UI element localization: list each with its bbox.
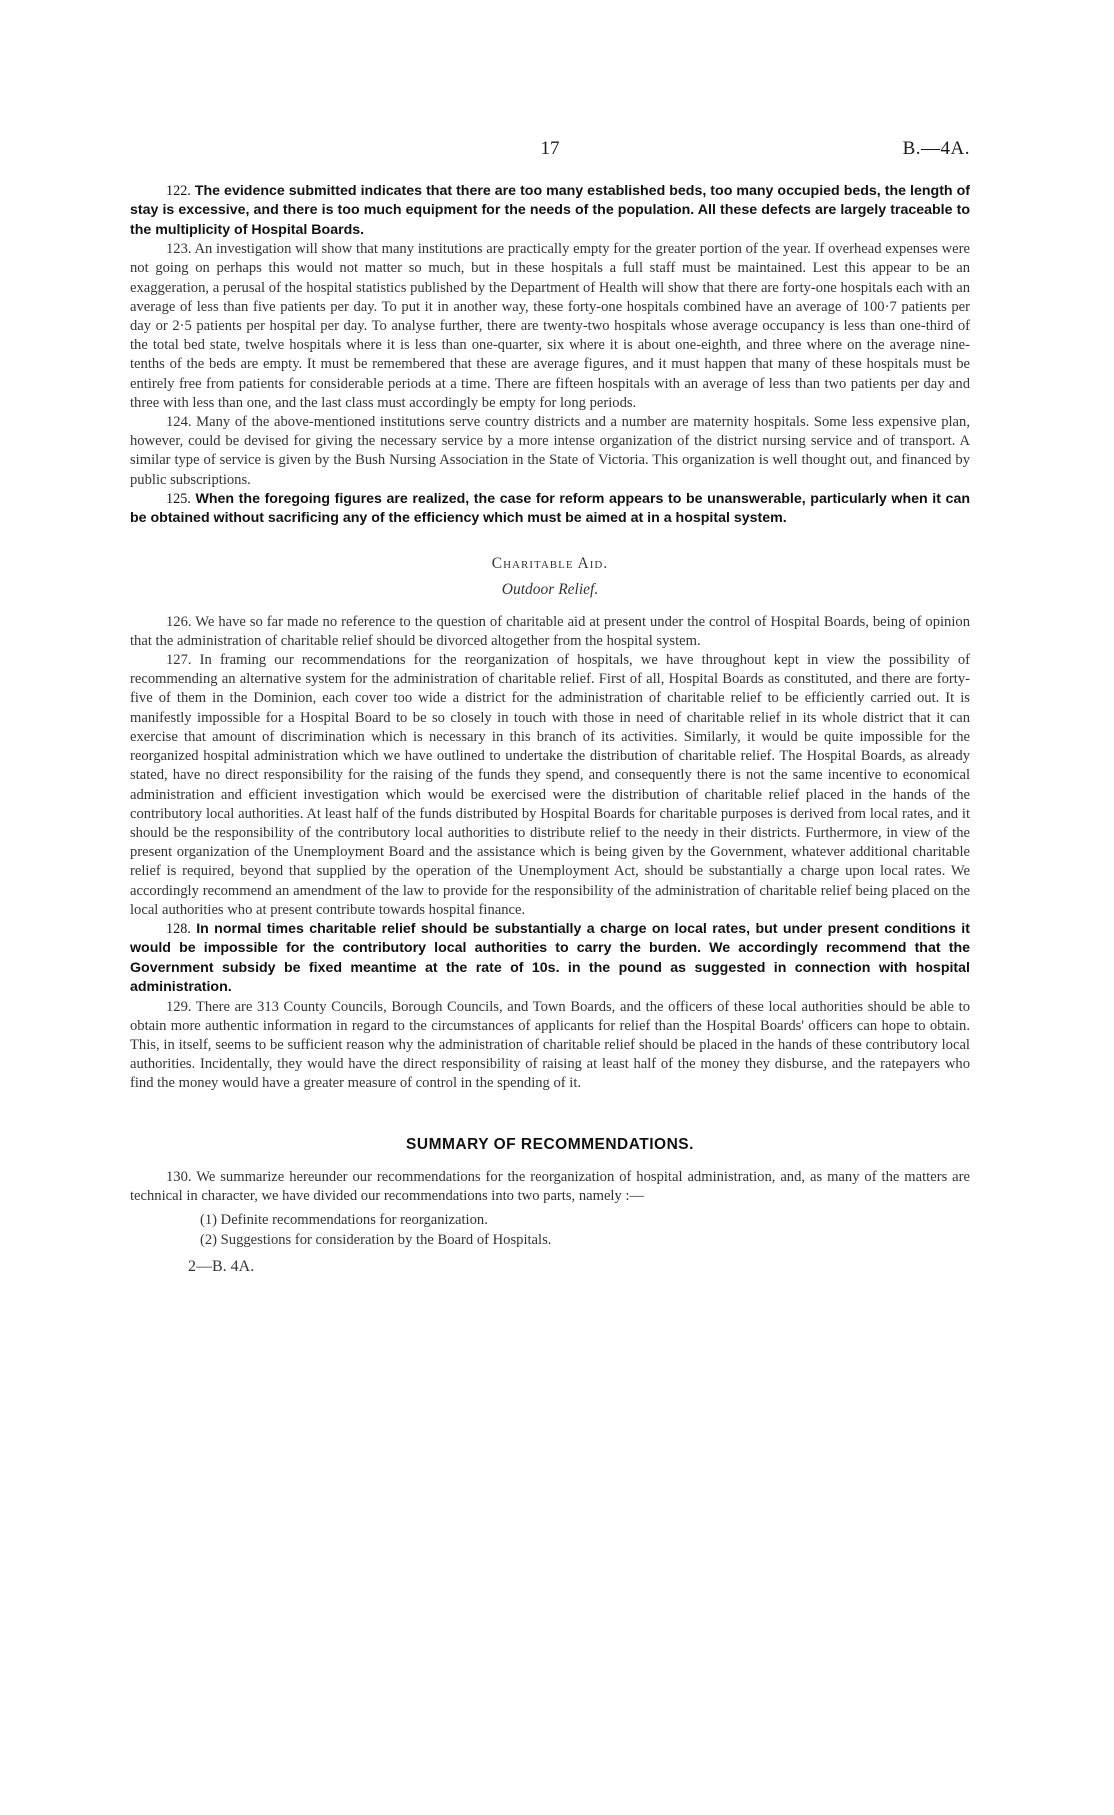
- paragraph-text: We have so far made no reference to the question of charitable aid at present under the control of Hospital Boards, being of opinion that the administration of charitable relief should be divorced altogether from the hospital system.: [130, 613, 970, 649]
- paragraph-group-charitable-aid: [130, 613, 970, 1094]
- paragraph-128: [130, 920, 970, 998]
- paragraph-126: [130, 613, 970, 651]
- paragraph-number: 130.: [166, 1168, 192, 1185]
- paragraph-text: An investigation will show that many institutions are practically empty for the greater portion of the year. If overhead expenses were not going on perhaps this would not matter so much, but in these hospitals a full staff must be maintained. Lest this appear to be an exaggeration, a perusal of the hospital statistics published by the Department of Health will show that there are forty-one hospitals each with an average of less than five patients per day. To put it in another way, these forty-one hospitals combined have an average of 100·7 patients per day or 2·5 patients per hospital per day. To analyse further, there are twenty-two hospitals whose average occupancy is less than one-third of the total bed state, twelve hospitals where it is less than one-quarter, six where it is about one-eighth, and three where on the average nine-tenths of the beds are empty. It must be remembered that these are average figures, and it must happen that many of these hospitals must be entirely free from patients for considerable periods at a time. There are fifteen hospitals with an average of less than two patients per day and three with less than one, and the last class must accordingly be empty for long periods.: [130, 241, 970, 411]
- paragraph-text: In normal times charitable relief should be substantially a charge on local rates, but under present conditions it would be impossible for the contributory local authorities to carry the burden. We accordingly recommend that the Government subsidy be fixed meantime at the rate of 10s. in the pound as suggested in connection with hospital administration.: [130, 920, 970, 996]
- paragraph-124: [130, 413, 970, 490]
- paragraph-text: We summarize hereunder our recommendations for the reorganization of hospital administration, and, as many of the matters are technical in character, we have divided our recommendations into two parts, namely :—: [130, 1168, 970, 1204]
- paragraph-number: 128.: [166, 920, 191, 937]
- paragraph-group-hospitals: [130, 182, 970, 529]
- paragraph-127: [130, 651, 970, 920]
- paragraph-text: The evidence submitted indicates that there are too many established beds, too many occupied beds, the length of stay is excessive, and there is too much equipment for the needs of the population. All these defects are largely traceable to the multiplicity of Hospital Boards.: [130, 183, 970, 238]
- paragraph-number: 123.: [166, 241, 192, 258]
- paragraph-number: 126.: [166, 613, 192, 630]
- recommendation-parts-list: [200, 1210, 970, 1250]
- list-item: (1) Definite recommendations for reorganization.: [200, 1211, 488, 1228]
- paragraph-number: 124.: [166, 414, 192, 431]
- page-header: [130, 138, 970, 162]
- document-body: [130, 182, 970, 1276]
- paragraph-129: [130, 998, 970, 1094]
- paragraph-122: [130, 182, 970, 240]
- document-reference: B.—4A.: [902, 138, 970, 159]
- signature-mark: 2—B. 4A.: [188, 1257, 255, 1275]
- section-heading-charitable-aid: Charitable Aid.: [491, 554, 609, 572]
- paragraph-text: When the foregoing figures are realized, the case for reform appears to be unanswerable, particularly when it can be obtained without sacrificing any of the efficiency which must be aimed at in a hospital system.: [130, 490, 970, 527]
- summary-heading: SUMMARY OF RECOMMENDATIONS.: [406, 1135, 694, 1153]
- paragraph-130: [130, 1168, 970, 1206]
- paragraph-group-summary: [130, 1168, 970, 1206]
- subheading-outdoor-relief: Outdoor Relief.: [501, 580, 599, 598]
- paragraph-text: There are 313 County Councils, Borough Councils, and Town Boards, and the officers of these local authorities should be able to obtain more authentic information in regard to the circumstances of applicants for relief than the Hospital Boards' officers can hope to obtain. This, in itself, seems to be sufficient reason why the administration of charitable relief should be placed in the hands of these contributory local authorities. Incidentally, they would have the direct responsibility of raising at least half of the money they disburse, and the ratepayers who find the money would have a greater measure of control in the spending of it.: [130, 998, 970, 1092]
- page-number: 17: [540, 138, 560, 159]
- list-item: (2) Suggestions for consideration by the Board of Hospitals.: [200, 1231, 552, 1248]
- paragraph-number: 122.: [166, 183, 191, 199]
- paragraph-125: [130, 490, 970, 529]
- paragraph-text: Many of the above-mentioned institutions serve country districts and a number are maternity hospitals. Some less expensive plan, however, could be devised for giving the necessary service by a more intense organization of the district nursing service and of transport. A similar type of service is given by the Bush Nursing Association in the State of Victoria. This organization is well thought out, and financed by public subscriptions.: [130, 414, 970, 488]
- paragraph-number: 129.: [166, 998, 192, 1015]
- paragraph-number: 125.: [166, 490, 191, 507]
- paragraph-123: [130, 240, 970, 413]
- paragraph-text: In framing our recommendations for the reorganization of hospitals, we have throughout kept in view the possibility of recommending an alternative system for the administration of charitable relief. First of all, Hospital Boards as constituted, and there are forty-five of them in the Dominion, each cover too wide a district for the administration of charitable relief to be efficiently carried out. It is manifestly impossible for a Hospital Board to be so closely in touch with those in need of charitable relief in its whole district that it can exercise that amount of discrimination which is necessary in this branch of its activities. Similarly, it would be quite impossible for the reorganized hospital administration which we have outlined to undertake the distribution of charitable relief. The Hospital Boards, as already stated, have no direct responsibility for the raising of the funds they spend, and consequently there is not the same incentive to economical administration and efficient investigation which would be exercised were the distribution of charitable relief placed in the hands of the contributory local authorities. At least half of the funds distributed by Hospital Boards for charitable purposes is derived from local rates, and it should be the responsibility of the contributory local authorities to distribute relief to the needy in their districts. Furthermore, in view of the present organization of the Unemployment Board and the assistance which is being given by the Government, whatever additional charitable relief is required, beyond that supplied by the operation of the Unemployment Act, should be substantially a charge upon local rates. We accordingly recommend an amendment of the law to provide for the responsibility of the administration of charitable relief being placed on the local authorities who at present contribute towards hospital finance.: [130, 652, 970, 918]
- paragraph-number: 127.: [166, 652, 192, 669]
